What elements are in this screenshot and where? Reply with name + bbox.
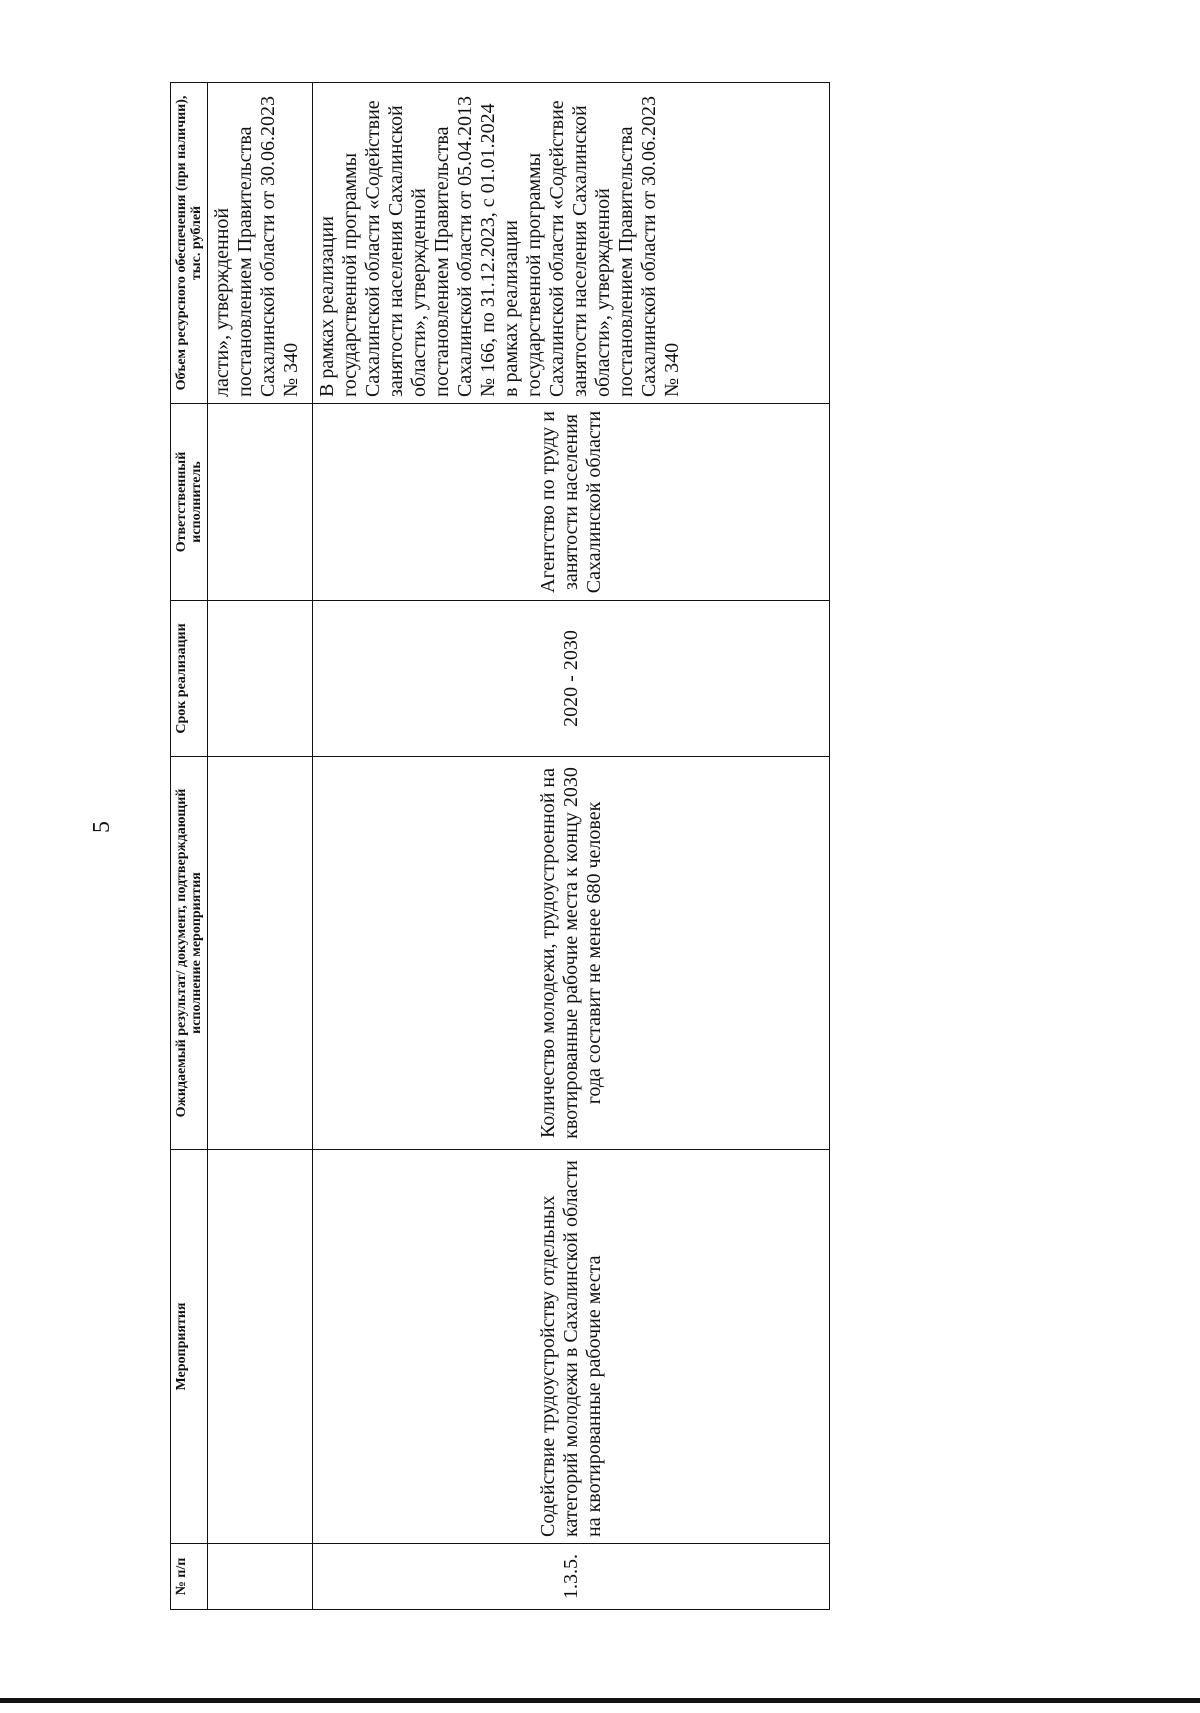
cell-num: 1.3.5. (313, 1544, 830, 1610)
cell-executor: Агентство по труду и занятости населения Сахалинской области (313, 404, 830, 601)
cell-executor (208, 404, 313, 601)
cell-term (208, 601, 313, 757)
cell-activity (208, 1150, 313, 1544)
cell-num (208, 1544, 313, 1610)
cell-result (208, 757, 313, 1150)
header-executor: Ответственный исполнитель (171, 404, 208, 601)
cell-resources: В рамках реализации государственной программы Сахалинской области «Содействие занятости населения Сахалинской области», утвержденной постановлением Правительства Сахалинской области от 05.04.2013 № 166, по 31.12.2023, с 01.01.2024 в рамках реализации государственной программы Сахалинской области «Содействие занятости населения Сахалинской области», утвержденной постановлением Правительства Сахалинской области от 30.06.2023 № 340 (313, 83, 830, 404)
table-row (313, 83, 830, 1610)
header-result: Ожидаемый результат/ документ, подтверждающий исполнение мероприятия (171, 757, 208, 1150)
header-num: № п/п (171, 1544, 208, 1610)
measures-table-container (170, 83, 830, 1610)
measures-table (170, 82, 830, 1610)
header-resources: Объем ресурсного обеспечения (при наличии), тыс. рублей (171, 83, 208, 404)
page-number: 5 (89, 821, 115, 833)
cell-activity: Содействие трудоустройству отдельных категорий молодежи в Сахалинской области на квотированные рабочие места (313, 1150, 830, 1544)
cell-term: 2020 - 2030 (313, 601, 830, 757)
table-row (208, 83, 313, 1610)
cell-resources: ласти», утвержденной постановлением Правительства Сахалинской области от 30.06.2023 № 340 (208, 83, 313, 404)
header-activity: Мероприятия (171, 1150, 208, 1544)
bottom-scan-edge (0, 1698, 1200, 1703)
header-term: Срок реализации (171, 601, 208, 757)
cell-result: Количество молодежи, трудоустроенной на квотированные рабочие места к концу 2030 года составит не менее 680 человек (313, 757, 830, 1150)
table-header-row (171, 83, 208, 1610)
